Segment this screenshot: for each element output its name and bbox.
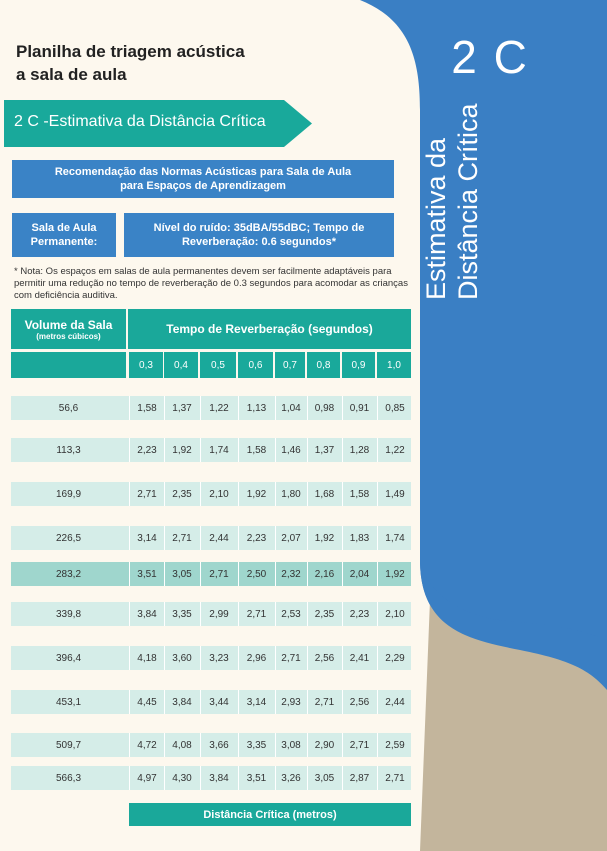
value-cell: 1,37 (307, 438, 341, 462)
volume-header-sub: (metros cúbicos) (36, 331, 101, 341)
value-cell: 1,37 (164, 396, 199, 420)
title-line1: Planilha de triagem acústica (16, 42, 245, 61)
value-cell: 2,44 (377, 690, 412, 714)
value-cell: 2,71 (200, 562, 237, 586)
value-cell: 1,58 (342, 482, 376, 506)
value-cell: 3,26 (275, 766, 306, 790)
time-header-cell: 0,6 (238, 352, 273, 378)
value-cell: 1,68 (307, 482, 341, 506)
value-cell: 2,07 (275, 526, 306, 550)
volume-cell: 509,7 (55, 739, 82, 751)
value-cell: 4,72 (129, 733, 164, 757)
value-cell: 3,51 (129, 562, 164, 586)
value-cell: 2,71 (275, 646, 306, 670)
value-cell: 4,45 (129, 690, 164, 714)
volume-cell: 283,2 (55, 568, 82, 580)
value-cell: 1,58 (129, 396, 164, 420)
time-header-cell: 0,8 (307, 352, 340, 378)
value-cell: 1,58 (238, 438, 274, 462)
value-cell: 2,23 (238, 526, 274, 550)
value-cell: 3,66 (200, 733, 237, 757)
value-cell: 2,32 (275, 562, 306, 586)
value-cell: 1,83 (342, 526, 376, 550)
value-cell: 1,80 (275, 482, 306, 506)
page-title (16, 40, 316, 86)
volume-cell: 226,5 (55, 532, 82, 544)
time-header-cell: 0,9 (342, 352, 375, 378)
value-cell: 2,35 (164, 482, 199, 506)
value-cell: 2,71 (129, 482, 164, 506)
value-cell: 3,84 (129, 602, 164, 626)
value-cell: 1,04 (275, 396, 306, 420)
value-cell: 3,35 (238, 733, 274, 757)
room-values: Nível do ruído: 35dBA/55dBC; Tempo de Reverberação: 0.6 segundos* (153, 222, 365, 248)
volume-cell: 339,8 (55, 608, 82, 620)
value-cell: 1,74 (200, 438, 237, 462)
value-cell: 2,50 (238, 562, 274, 586)
value-cell: 3,60 (164, 646, 199, 670)
value-cell: 4,18 (129, 646, 164, 670)
value-cell: 1,46 (275, 438, 306, 462)
value-cell: 2,71 (164, 526, 199, 550)
time-header-cell: 1,0 (377, 352, 411, 378)
table-footer (129, 803, 411, 826)
value-cell: 3,84 (164, 690, 199, 714)
value-cell: 3,84 (200, 766, 237, 790)
time-header-cell: 0,3 (129, 352, 163, 378)
value-cell: 2,71 (377, 766, 412, 790)
value-cell: 1,92 (377, 562, 412, 586)
recommendation-box (12, 160, 394, 198)
volume-cell: 113,3 (56, 444, 81, 456)
note-text: * Nota: Os espaços em salas de aula permanentes devem ser facilmente adaptáveis para permitir uma redução no tempo de reverberação de 0.3 segundos para acomodar as crianças com deficiência auditiva. (14, 266, 408, 301)
value-cell: 2,96 (238, 646, 274, 670)
value-cell: 2,41 (342, 646, 376, 670)
volume-cell: 566,3 (55, 772, 82, 784)
volume-cell: 396,4 (55, 652, 82, 664)
value-cell: 2,10 (200, 482, 237, 506)
value-cell: 2,87 (342, 766, 376, 790)
value-cell: 3,05 (307, 766, 341, 790)
volume-cell: 453,1 (55, 696, 82, 708)
side-title-line1: Estimativa da (421, 137, 451, 300)
value-cell: 2,16 (307, 562, 341, 586)
value-cell: 4,97 (129, 766, 164, 790)
value-cell: 3,08 (275, 733, 306, 757)
side-title (420, 90, 484, 300)
volume-header-spacer (11, 352, 126, 378)
reverb-header-label: Tempo de Reverberação (segundos) (166, 322, 373, 336)
value-cell: 3,51 (238, 766, 274, 790)
value-cell: 2,71 (307, 690, 341, 714)
volume-header (11, 309, 126, 349)
value-cell: 1,92 (164, 438, 199, 462)
value-cell: 2,35 (307, 602, 341, 626)
volume-cell: 56,6 (58, 402, 79, 414)
value-cell: 2,71 (238, 602, 274, 626)
value-cell: 2,29 (377, 646, 412, 670)
value-cell: 3,14 (129, 526, 164, 550)
value-cell: 2,04 (342, 562, 376, 586)
value-cell: 2,23 (342, 602, 376, 626)
value-cell: 0,98 (307, 396, 341, 420)
time-header-cell: 0,4 (164, 352, 198, 378)
recommendation-text: Recomendação das Normas Acústicas para Sala de Aula para Espaços de Aprendizagem (54, 166, 352, 192)
value-cell: 3,14 (238, 690, 274, 714)
value-cell: 1,92 (307, 526, 341, 550)
time-header-cell: 0,7 (275, 352, 305, 378)
value-cell: 3,35 (164, 602, 199, 626)
value-cell: 4,30 (164, 766, 199, 790)
value-cell: 2,99 (200, 602, 237, 626)
value-cell: 1,49 (377, 482, 412, 506)
value-cell: 2,44 (200, 526, 237, 550)
value-cell: 2,23 (129, 438, 164, 462)
value-cell: 3,05 (164, 562, 199, 586)
value-cell: 3,23 (200, 646, 237, 670)
value-cell: 2,59 (377, 733, 412, 757)
time-header-cell: 0,5 (200, 352, 236, 378)
value-cell: 1,22 (200, 396, 237, 420)
value-cell: 2,10 (377, 602, 412, 626)
value-cell: 2,53 (275, 602, 306, 626)
value-cell: 2,71 (342, 733, 376, 757)
value-cell: 3,44 (200, 690, 237, 714)
value-cell: 0,91 (342, 396, 376, 420)
value-cell: 2,56 (307, 646, 341, 670)
value-cell: 1,22 (377, 438, 412, 462)
value-cell: 0,85 (377, 396, 412, 420)
value-cell: 2,93 (275, 690, 306, 714)
reverb-header (128, 309, 411, 349)
value-cell: 2,56 (342, 690, 376, 714)
title-line2: a sala de aula (16, 65, 127, 84)
side-title-line2: Distância Crítica (453, 103, 483, 300)
volume-cell: 169,9 (55, 488, 82, 500)
section-number: 2 C (451, 31, 529, 83)
value-cell: 2,90 (307, 733, 341, 757)
value-cell: 1,92 (238, 482, 274, 506)
volume-header-label: Volume da Sala (24, 317, 113, 332)
room-label-box (12, 213, 116, 257)
room-values-box (124, 213, 394, 257)
value-cell: 1,74 (377, 526, 412, 550)
value-cell: 1,13 (238, 396, 274, 420)
value-cell: 4,08 (164, 733, 199, 757)
table-footer-label: Distância Crítica (metros) (203, 808, 337, 821)
section-banner-text: 2 C -Estimativa da Distância Crítica (14, 113, 266, 130)
room-label: Sala de Aula Permanente: (30, 222, 98, 248)
value-cell: 1,28 (342, 438, 376, 462)
